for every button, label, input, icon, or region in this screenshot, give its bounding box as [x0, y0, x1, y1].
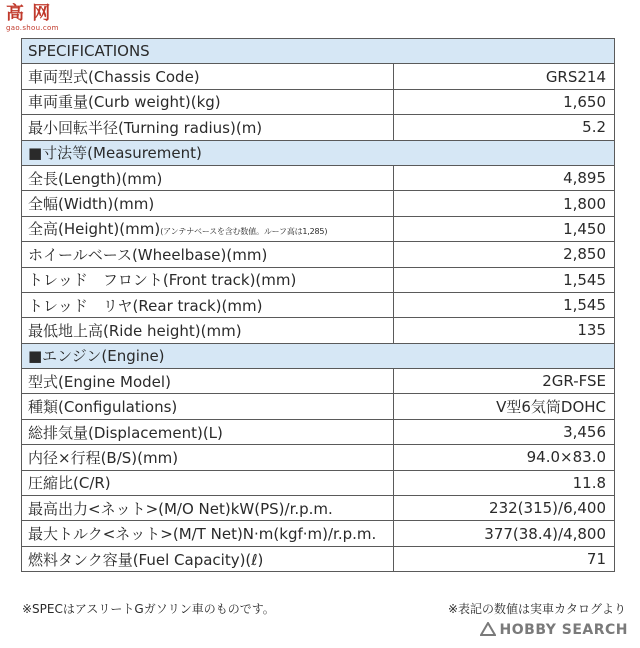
table-row — [22, 546, 615, 571]
table-row — [22, 470, 615, 495]
spec-value: 2,850 — [394, 242, 615, 267]
spec-label: 型式(Engine Model) — [22, 369, 394, 394]
spec-value: 232(315)/6,400 — [394, 496, 615, 521]
spec-value: 2GR-FSE — [394, 369, 615, 394]
spec-value: 71 — [394, 546, 615, 571]
spec-value: GRS214 — [394, 64, 615, 89]
table-row — [22, 369, 615, 394]
table-row — [22, 394, 615, 419]
spec-label: 最高出力<ネット>(M/O Net)kW(PS)/r.p.m. — [22, 496, 394, 521]
spec-label: 最大トルク<ネット>(M/T Net)N·m(kgf·m)/r.p.m. — [22, 521, 394, 546]
spec-value: 11.8 — [394, 470, 615, 495]
spec-value: 3,456 — [394, 419, 615, 444]
spec-value: 1,800 — [394, 191, 615, 216]
table-row — [22, 445, 615, 470]
spec-value: 1,545 — [394, 292, 615, 317]
spec-label: 全高(Height)(mm) — [28, 220, 161, 239]
table-row — [22, 191, 615, 216]
spec-value: V型6気筒DOHC — [394, 394, 615, 419]
spec-value: 377(38.4)/4,800 — [394, 521, 615, 546]
spec-label: 車両重量(Curb weight)(kg) — [22, 89, 394, 114]
spec-value: 1,650 — [394, 89, 615, 114]
section-title: ■エンジン(Engine) — [22, 343, 615, 368]
table-header-row — [22, 39, 615, 64]
spec-label: 車両型式(Chassis Code) — [22, 64, 394, 89]
spec-value: 4,895 — [394, 165, 615, 190]
footer-note-right: ※表記の数値は実車カタログより — [447, 602, 626, 616]
section-header-engine — [22, 343, 615, 368]
spec-value: 1,545 — [394, 267, 615, 292]
footer-note-left: ※SPECはアスリートGガソリン車のものです。 — [22, 602, 275, 616]
spec-label: 全幅(Width)(mm) — [22, 191, 394, 216]
logo-subtext: gao.shou.com — [6, 24, 59, 32]
spec-label: 総排気量(Displacement)(L) — [22, 419, 394, 444]
spec-value: 135 — [394, 318, 615, 343]
watermark-text: HOBBY SEARCH — [499, 622, 628, 638]
table-row — [22, 292, 615, 317]
table-row — [22, 165, 615, 190]
table-row — [22, 115, 615, 140]
table-row — [22, 419, 615, 444]
table-row — [22, 496, 615, 521]
spec-label: 内径×行程(B/S)(mm) — [22, 445, 394, 470]
table-row — [22, 216, 615, 241]
section-header-measurement — [22, 140, 615, 165]
table-row — [22, 64, 615, 89]
spec-label: ホイールベース(Wheelbase)(mm) — [22, 242, 394, 267]
spec-label: 最小回転半径(Turning radius)(m) — [22, 115, 394, 140]
spec-label: トレッド フロント(Front track)(mm) — [22, 267, 394, 292]
spec-value: 94.0×83.0 — [394, 445, 615, 470]
section-title: ■寸法等(Measurement) — [22, 140, 615, 165]
spec-value: 5.2 — [394, 115, 615, 140]
spec-label: 全長(Length)(mm) — [22, 165, 394, 190]
spec-label: 最低地上高(Ride height)(mm) — [22, 318, 394, 343]
spec-value: 1,450 — [394, 216, 615, 241]
spec-label-with-note — [22, 216, 394, 241]
site-logo — [6, 4, 76, 34]
table-row — [22, 318, 615, 343]
table-row — [22, 242, 615, 267]
logo-text: 高 网 — [6, 3, 52, 24]
table-row — [22, 267, 615, 292]
spec-label: トレッド リヤ(Rear track)(mm) — [22, 292, 394, 317]
table-row — [22, 521, 615, 546]
spec-label: 種類(Configulations) — [22, 394, 394, 419]
spec-label: 圧縮比(C/R) — [22, 470, 394, 495]
table-row — [22, 89, 615, 114]
spec-note: (アンテナベースを含む数値。ルーフ高は1,285) — [160, 227, 328, 237]
hobby-search-watermark — [480, 622, 628, 638]
specifications-table — [21, 38, 615, 572]
table-title: SPECIFICATIONS — [22, 39, 615, 64]
spec-label: 燃料タンク容量(Fuel Capacity)(ℓ) — [22, 546, 394, 571]
hobby-search-logo-icon — [480, 622, 496, 636]
